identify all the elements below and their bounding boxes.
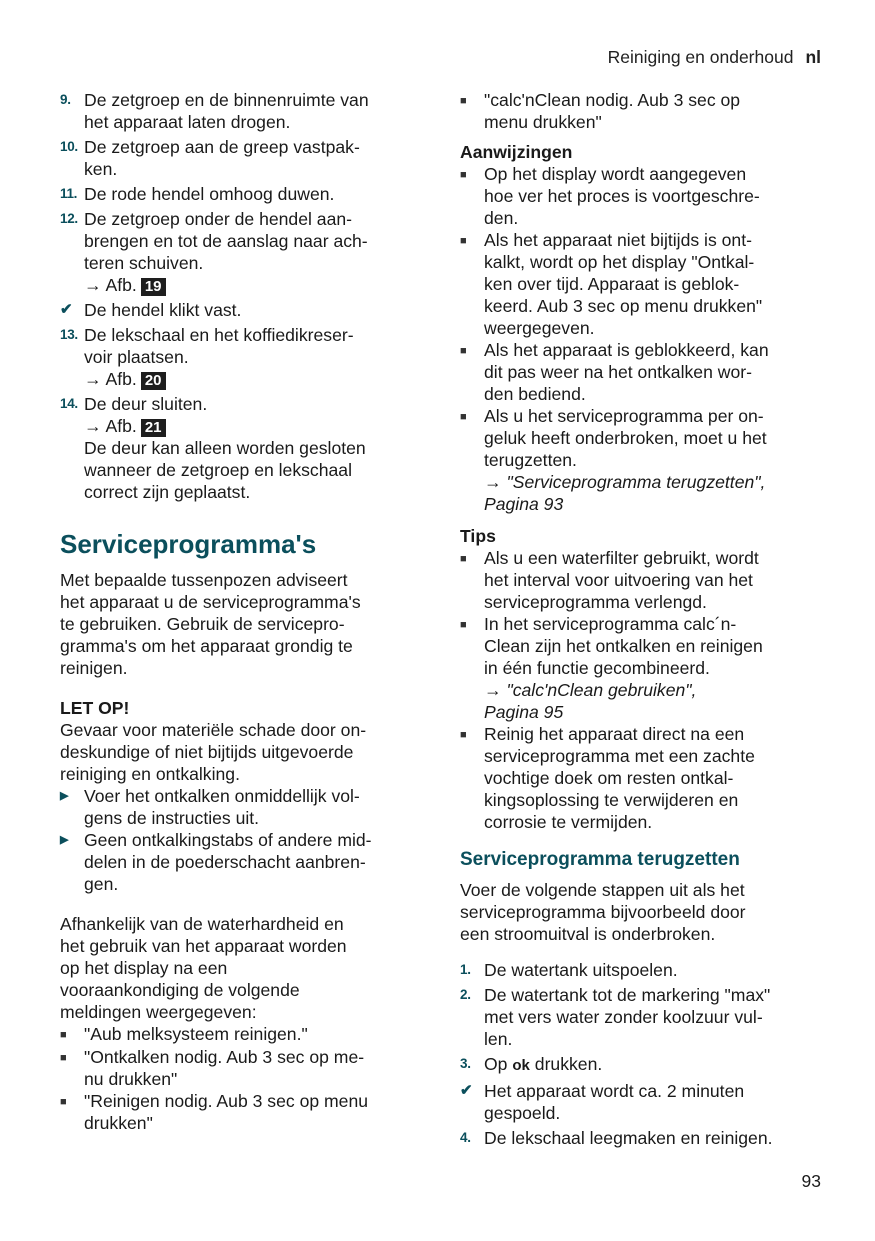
notes-list — [460, 163, 824, 471]
figure-badge: 21 — [141, 419, 166, 437]
text-line: Pagina 93 — [484, 494, 564, 514]
warning-title: LET OP! — [60, 698, 130, 718]
text-line: Afhankelijk van de waterhardheid en — [60, 914, 344, 934]
text-line: voir plaatsen. — [84, 347, 189, 367]
text-line: gen. — [84, 874, 119, 894]
list-item — [60, 183, 420, 205]
triangle-bullet-icon: ▶ — [60, 790, 69, 802]
text-line: brengen en tot de aanslag naar ach- — [84, 231, 368, 251]
right-column — [460, 89, 824, 1149]
text-line: het apparaat laten drogen. — [84, 112, 291, 132]
bullet-icon: ■ — [460, 95, 467, 107]
text-line: In het serviceprogramma calc´n- — [484, 614, 737, 634]
text-line: keerd. Aub 3 sec op menu drukken" — [484, 296, 763, 316]
bullet-icon: ■ — [460, 411, 467, 423]
text-line: in één functie gecombineerd. — [484, 658, 710, 678]
text-line: weergegeven. — [484, 318, 595, 338]
text-line: een stroomuitval is onderbroken. — [460, 924, 716, 944]
text-line: kingsoplossing te verwijderen en — [484, 790, 739, 810]
text-line: Pagina 95 — [484, 702, 564, 722]
section-title: Serviceprogramma's — [60, 529, 317, 559]
text-line: kalkt, wordt op het display "Ontkal- — [484, 252, 755, 272]
afb-ref-20: → Afb. 20 — [60, 368, 420, 390]
figure-badge: 19 — [141, 278, 166, 296]
warning-list — [60, 785, 420, 895]
bullet-icon: ■ — [460, 169, 467, 181]
text-line: corrosie te vermijden. — [484, 812, 653, 832]
text-line: ken over tijd. Apparaat is geblok- — [484, 274, 740, 294]
messages-intro — [60, 913, 420, 1023]
text-line: den bediend. — [484, 384, 586, 404]
tip-item — [460, 723, 824, 833]
text-line: Het apparaat wordt ca. 2 minuten — [484, 1081, 745, 1101]
subsection-intro — [460, 879, 824, 945]
bullet-icon: ■ — [60, 1052, 67, 1064]
step-13: 13. De lekschaal en het koffiedikreser- voir plaatsen. — [60, 324, 420, 368]
page-number: 93 — [801, 1171, 821, 1191]
subsection-title: Serviceprogramma terugzetten — [460, 849, 740, 870]
text-line: De lekschaal leegmaken en reinigen. — [484, 1128, 773, 1148]
text-line: het apparaat u de serviceprogramma's — [60, 592, 361, 612]
text-line: correct zijn geplaatst. — [84, 482, 251, 502]
header-section: Reiniging en onderhoud — [607, 47, 794, 67]
text-line: terugzetten. — [484, 450, 577, 470]
text-line: Clean zijn het ontkalken en reinigen — [484, 636, 763, 656]
check-icon: ✔ — [60, 301, 73, 318]
step-14: 14. De deur sluiten. — [60, 393, 420, 415]
text-line: Als u een waterfilter gebruikt, wordt — [484, 548, 759, 568]
result-3 — [460, 1080, 824, 1124]
list-item — [60, 785, 420, 829]
text-line: deskundige of niet bijtijds uitgevoerde — [60, 742, 354, 762]
text-line: "Reinigen nodig. Aub 3 sec op menu — [84, 1091, 369, 1111]
text-line: De watertank tot de markering "max" — [484, 985, 771, 1005]
text-line: gramma's om het apparaat grondig te — [60, 636, 353, 656]
step-1: 1. De watertank uitspoelen. — [460, 959, 824, 981]
text-line: meldingen weergegeven: — [60, 1002, 257, 1022]
tip-item — [460, 547, 824, 613]
text-line: op het display na een — [60, 958, 228, 978]
step-3: 3. Op ok drukken. — [460, 1054, 603, 1074]
text-line: serviceprogramma met een zachte — [484, 746, 755, 766]
text-line: De zetgroep aan de greep vastpak- — [84, 137, 360, 157]
note-14 — [60, 437, 420, 503]
text-line: "Aub melksysteem reinigen." — [84, 1024, 308, 1044]
text-line: hoe ver het proces is voortgeschre- — [484, 186, 760, 206]
text-line: den. — [484, 208, 519, 228]
text-line: Als het apparaat niet bijtijds is ont- — [484, 230, 752, 250]
text-line: gespoeld. — [484, 1103, 561, 1123]
text-line: serviceprogramma verlengd. — [484, 592, 707, 612]
text-line: dit pas weer na het ontkalken wor- — [484, 362, 752, 382]
text-line: Voer de volgende stappen uit als het — [460, 880, 745, 900]
list-item — [60, 89, 420, 133]
figure-badge: 20 — [141, 372, 166, 390]
text-line: De zetgroep onder de hendel aan- — [84, 209, 353, 229]
text-line: wanneer de zetgroep en lekschaal — [84, 460, 352, 480]
tip-item — [460, 613, 824, 679]
list-item — [460, 163, 824, 229]
notes-reference — [460, 471, 824, 515]
list-item — [460, 405, 824, 471]
text-line: drukken" — [84, 1113, 153, 1133]
text-line: reinigen. — [60, 658, 128, 678]
text-line: het gebruik van het apparaat worden — [60, 936, 347, 956]
text-line: met vers water zonder koolzuur vul- — [484, 1007, 763, 1027]
text-line: vooraankondiging de volgende — [60, 980, 300, 1000]
bullet-icon: ■ — [460, 553, 467, 565]
text-line: serviceprogramma bijvoorbeeld door — [460, 902, 746, 922]
messages-list — [60, 1023, 420, 1134]
step-2: 2. De watertank tot de markering "max" met vers water zonder koolzuur vul- len. — [460, 984, 824, 1050]
tip-reference — [460, 679, 824, 723]
text-line: "calc'nClean nodig. Aub 3 sec op — [484, 90, 741, 110]
text-line: te gebruiken. Gebruik de servicepro- — [60, 614, 345, 634]
list-item — [60, 1023, 420, 1046]
text-line: Geen ontkalkingstabs of andere mid- — [84, 830, 372, 850]
text-line: geluk heeft onderbroken, moet u het — [484, 428, 767, 448]
text-line: gens de instructies uit. — [84, 808, 260, 828]
check-icon: ✔ — [460, 1082, 473, 1099]
text-line: menu drukken" — [484, 112, 602, 132]
text-line: ken. — [84, 159, 118, 179]
text-line: De deur kan alleen worden gesloten — [84, 438, 366, 458]
bullet-icon: ■ — [460, 729, 467, 741]
bullet-icon: ■ — [60, 1096, 67, 1108]
list-item — [460, 339, 824, 405]
step-number: 10. — [60, 139, 78, 154]
list-item — [60, 1090, 420, 1134]
result-12: ✔ De hendel klikt vast. — [60, 300, 242, 320]
text-line: nu drukken" — [84, 1069, 178, 1089]
step-4: 4. De lekschaal leegmaken en reinigen. — [460, 1127, 824, 1149]
text-line: De lekschaal en het koffiedikreser- — [84, 325, 354, 345]
text-line: het interval voor uitvoering van het — [484, 570, 753, 590]
text-line: → "Serviceprogramma terugzetten", — [484, 472, 766, 492]
list-item — [60, 208, 420, 274]
step-number: 9. — [60, 92, 71, 107]
text-line: Met bepaalde tussenpozen adviseert — [60, 570, 348, 590]
list-item — [60, 1046, 420, 1090]
text-line: "Ontkalken nodig. Aub 3 sec op me- — [84, 1047, 365, 1067]
text-line: De rode hendel omhoog duwen. — [84, 184, 335, 204]
list-item — [60, 829, 420, 895]
text-line: De zetgroep en de binnenruimte van — [84, 90, 369, 110]
text-line: → "calc'nClean gebruiken", — [484, 680, 697, 700]
step-number: 12. — [60, 211, 78, 226]
left-column — [60, 89, 420, 1134]
text-line: Voer het ontkalken onmiddellijk vol- — [84, 786, 360, 806]
step-number: 11. — [60, 186, 78, 201]
text-line: Als u het serviceprogramma per on- — [484, 406, 764, 426]
bullet-icon: ■ — [460, 345, 467, 357]
steps-list-a — [60, 89, 420, 274]
text-line: teren schuiven. — [84, 253, 204, 273]
warning-text — [60, 719, 420, 785]
message-item — [460, 89, 824, 133]
text-line: len. — [484, 1029, 513, 1049]
bullet-icon: ■ — [60, 1029, 67, 1041]
list-item — [60, 136, 420, 180]
tips-title: Tips — [460, 526, 496, 546]
bullet-icon: ■ — [460, 619, 467, 631]
list-item — [460, 229, 824, 339]
afb-ref-21: → Afb. 21 — [60, 415, 420, 437]
text-line: De deur sluiten. — [84, 394, 208, 414]
text-line: vochtige doek om resten ontkal- — [484, 768, 734, 788]
notes-title: Aanwijzingen — [460, 142, 573, 162]
text-line: De watertank uitspoelen. — [484, 960, 678, 980]
text-line: delen in de poederschacht aanbren- — [84, 852, 366, 872]
text-line: Op het display wordt aangegeven — [484, 164, 747, 184]
header-lang: nl — [805, 47, 821, 67]
text-line: Reinig het apparaat direct na een — [484, 724, 745, 744]
page-header — [608, 47, 821, 68]
section-intro — [60, 569, 420, 679]
bullet-icon: ■ — [460, 235, 467, 247]
text-line: Als het apparaat is geblokkeerd, kan — [484, 340, 769, 360]
text-line: reiniging en ontkalking. — [60, 764, 240, 784]
ok-key-label: ok — [512, 1057, 530, 1074]
triangle-bullet-icon: ▶ — [60, 834, 69, 846]
afb-ref-19: → Afb. 19 — [60, 274, 420, 296]
text-line: Gevaar voor materiële schade door on- — [60, 720, 367, 740]
